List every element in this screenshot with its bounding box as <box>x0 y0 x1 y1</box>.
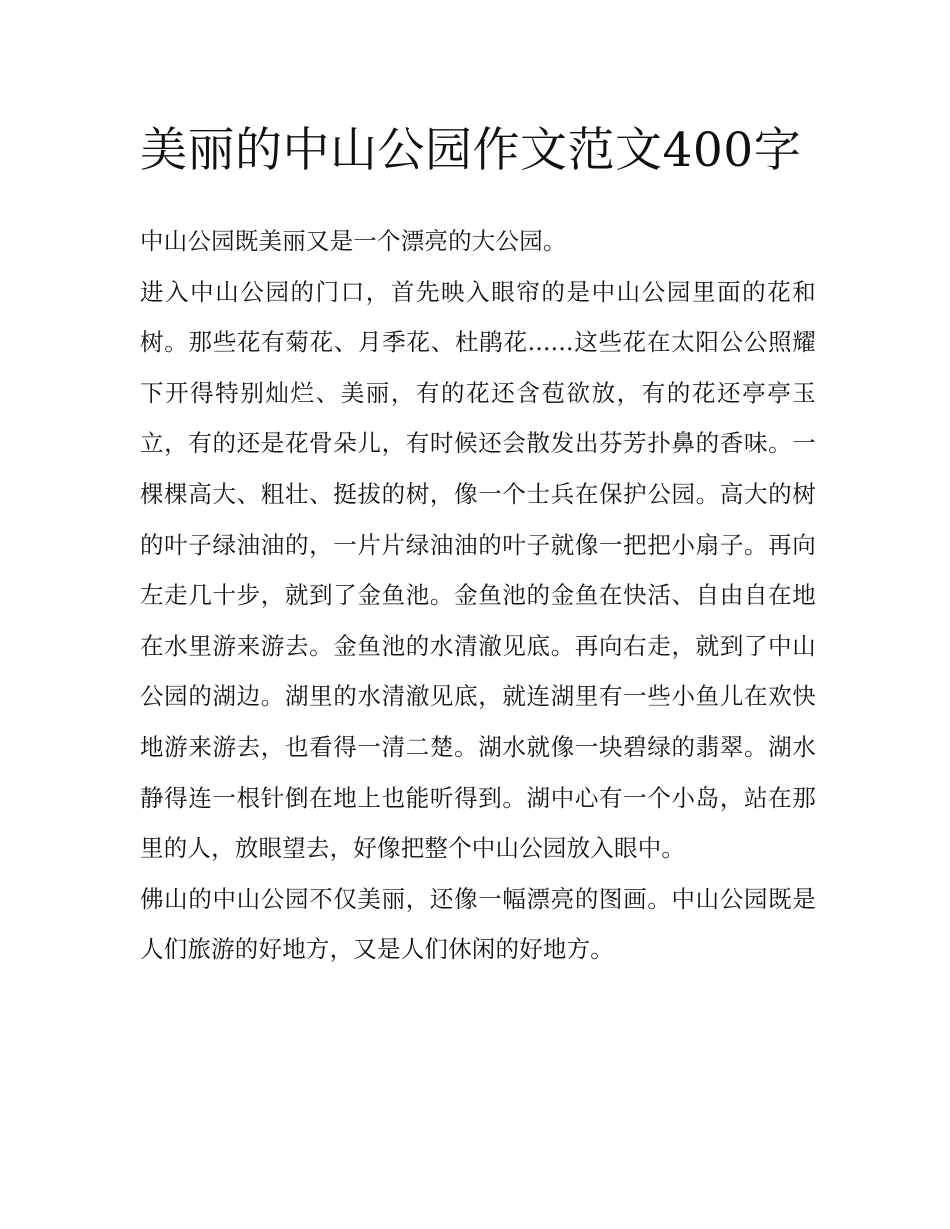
paragraph-intro: 中山公园既美丽又是一个漂亮的大公园。 <box>140 227 567 255</box>
document-title: 美丽的中山公园作文范文400字 <box>140 123 802 178</box>
document-content <box>140 112 816 975</box>
paragraph-body: 进入中山公园的门口，首先映入眼帘的是中山公园里面的花和树。那些花有菊花、月季花、杜鹃花......这些花在太阳公公照耀下开得特别灿烂、美丽，有的花还含苞欲放，有的花还亭亭玉立，有的还是花骨朵儿，有时候还会散发出芬芳扑鼻的香味。一棵棵高大、粗壮、挺拔的树，像一个士兵在保护公园。高大的树的叶子绿油油的，一片片绿油油的叶子就像一把把小扇子。再向左走几十步，就到了金鱼池。金鱼池的金鱼在快活、自由自在地在水里游来游去。金鱼池的水清澈见底。再向右走，就到了中山公园的湖边。湖里的水清澈见底，就连湖里有一些小鱼儿在欢快地游来游去，也看得一清二楚。湖水就像一块碧绿的翡翠。湖水静得连一根针倒在地上也能听得到。湖中心有一个小岛，站在那里的人，放眼望去，好像把整个中山公园放入眼中。 <box>140 277 816 863</box>
paragraph-conclusion: 佛山的中山公园不仅美丽，还像一幅漂亮的图画。中山公园既是人们旅游的好地方，又是人们休闲的好地方。 <box>140 884 816 964</box>
